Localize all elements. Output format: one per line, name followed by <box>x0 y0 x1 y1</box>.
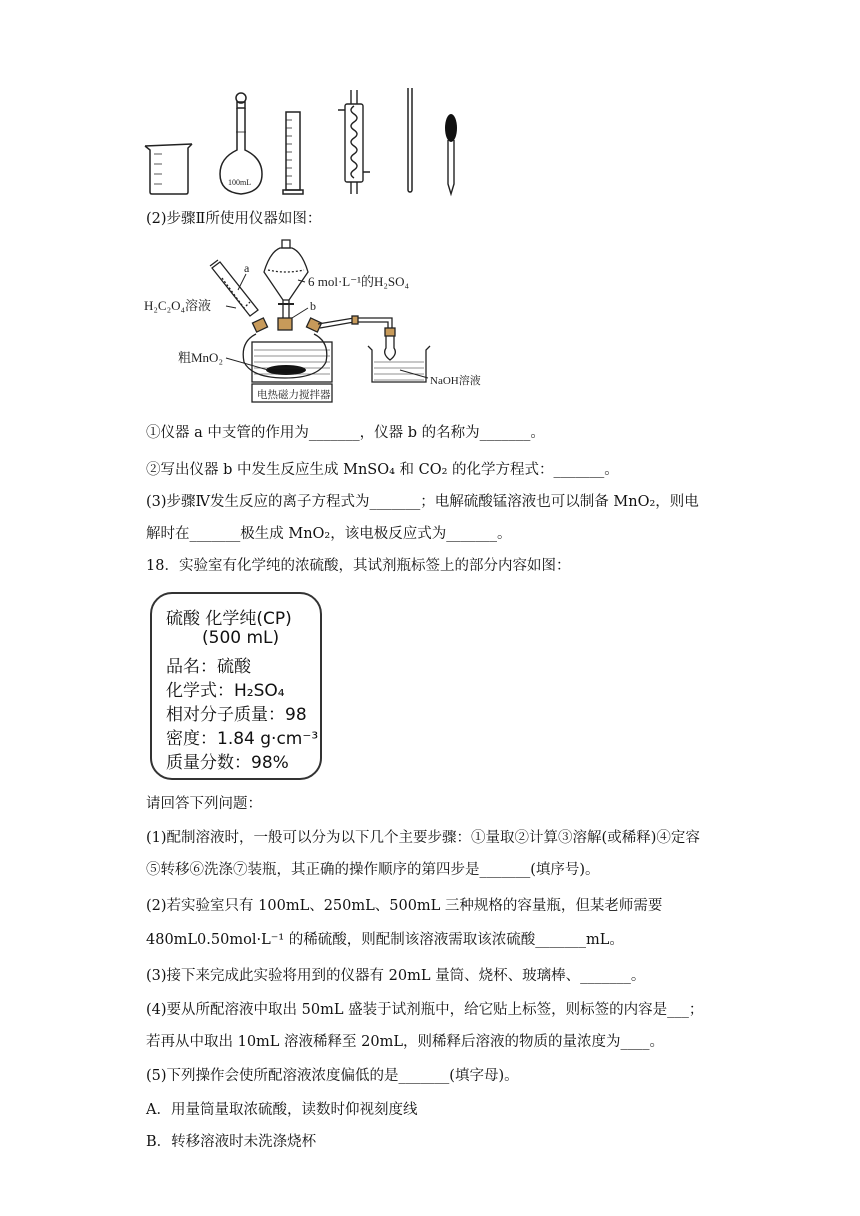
apparatus-diagram <box>140 238 500 408</box>
label-b: b <box>310 299 316 313</box>
label-a: a <box>244 261 250 275</box>
label-naoh: NaOH溶液 <box>430 375 481 387</box>
label-formula: 化学式：H₂SO₄ <box>166 681 285 701</box>
glass-rod-icon <box>408 88 412 192</box>
label-mr: 相对分子质量：98 <box>166 705 307 725</box>
reagent-label <box>150 592 322 780</box>
flask-label: 100mL <box>228 178 252 187</box>
q18-4-line1: (4)要从所配溶液中取出 50mL 盛装于试剂瓶中，给它贴上标签，则标签的内容是___； <box>146 1002 704 1018</box>
label-crude-mno2: 粗MnO₂ <box>178 350 223 365</box>
beaker-icon <box>145 144 192 194</box>
dropping-funnel-icon <box>264 240 308 318</box>
q18-prompt: 请回答下列问题： <box>146 796 262 812</box>
label-volume: (500 mL) <box>202 628 280 648</box>
q17-3-line1: (3)步骤Ⅳ发生反应的离子方程式为_______；电解硫酸锰溶液也可以制备 MnO₂，则电 <box>146 494 699 510</box>
dropper-icon <box>445 114 457 194</box>
label-stirrer: 电热磁力搅拌器 <box>257 389 331 401</box>
q18-4-line2: 若再从中取出 10mL 溶液稀释至 20mL，则稀释后溶液的物质的量浓度为____。 <box>146 1034 664 1050</box>
q17-2-1: ①仪器 a 中支管的作用为_______，仪器 b 的名称为_______。 <box>146 425 545 441</box>
q18-1-line1: (1)配制溶液时，一般可以分为以下几个主要步骤：①量取②计算③溶解(或稀释)④定容 <box>146 830 700 846</box>
crude-mno2-solid <box>266 365 306 375</box>
label-h2c2o4: H₂C₂O₄溶液 <box>144 298 212 313</box>
q18-5: (5)下列操作会使所配溶液浓度偏低的是_______(填字母)。 <box>146 1068 519 1084</box>
condenser-icon <box>338 90 370 194</box>
q17-3-line2: 解时在_______极生成 MnO₂，该电极反应式为_______。 <box>146 526 512 542</box>
label-title: 硫酸 化学纯(CP) <box>166 609 292 629</box>
q17-2-2: ②写出仪器 b 中发生反应生成 MnSO₄ 和 CO₂ 的化学方程式：_______。 <box>146 462 619 478</box>
measuring-cylinder-icon <box>283 112 303 194</box>
q17-step2-intro: (2)步骤Ⅱ所使用仪器如图： <box>146 211 322 227</box>
label-fraction: 质量分数：98% <box>166 753 289 773</box>
q18-stem: 18．实验室有化学纯的浓硫酸，其试剂瓶标签上的部分内容如图： <box>146 558 571 574</box>
instruments-row <box>140 88 480 200</box>
delivery-tube-icon <box>318 316 395 336</box>
q18-option-b: B．转移溶液时未洗涤烧杯 <box>146 1134 317 1150</box>
q18-3: (3)接下来完成此实验将用到的仪器有 20mL 量筒、烧杯、玻璃棒、_______。 <box>146 968 646 984</box>
q18-2-line1: (2)若实验室只有 100mL、250mL、500mL 三种规格的容量瓶，但某老师需要 <box>146 898 663 914</box>
label-h2so4: 6 mol·L⁻¹的H₂SO₄ <box>308 274 410 289</box>
q18-1-line2: ⑤转移⑥洗涤⑦装瓶，其正确的操作顺序的第四步是_______(填序号)。 <box>146 862 600 878</box>
q18-2-line2: 480mL0.50mol·L⁻¹ 的稀硫酸，则配制该溶液需取该浓硫酸_______mL。 <box>146 932 624 948</box>
label-name: 品名：硫酸 <box>166 657 251 677</box>
label-density: 密度：1.84 g·cm⁻³ <box>166 729 319 749</box>
absorption-beaker-icon <box>368 336 430 382</box>
q18-option-a: A．用量筒量取浓硫酸，读数时仰视刻度线 <box>146 1102 418 1118</box>
